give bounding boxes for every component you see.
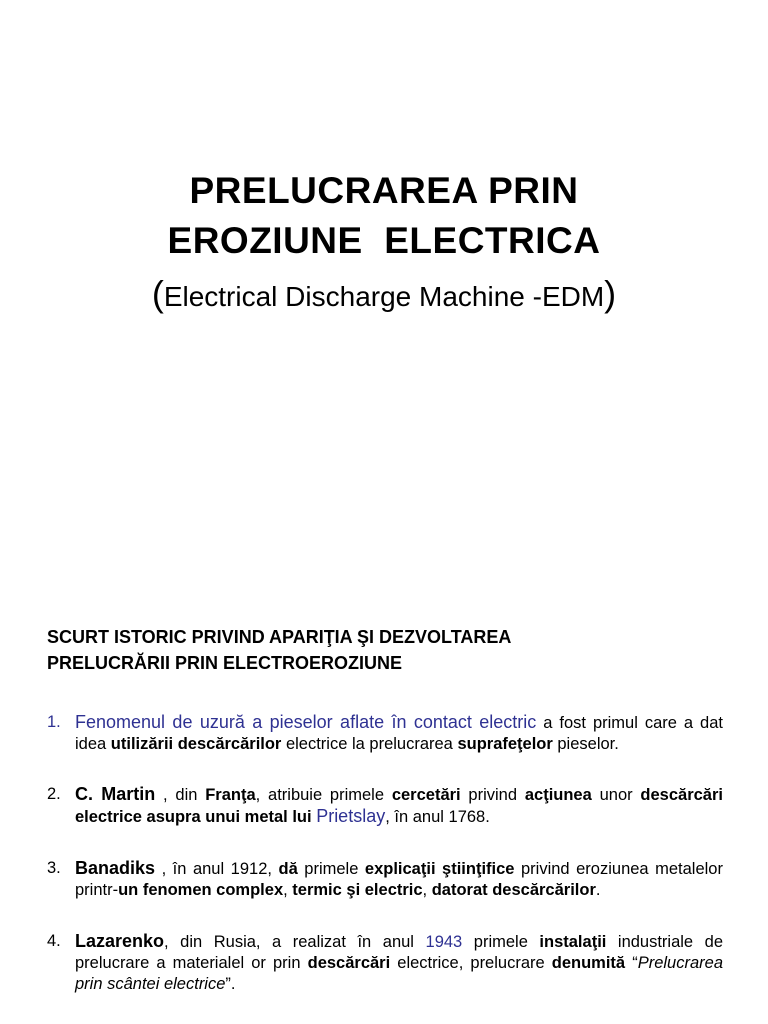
- item-text-fragment: unor: [591, 786, 641, 804]
- history-section: [47, 624, 727, 995]
- item-text: [75, 933, 723, 993]
- page-title-line-1: PRELUCRAREA PRIN: [189, 170, 579, 211]
- section-heading-line-1: SCURT ISTORIC PRIVIND APARIŢIA ŞI DEZVOLTAREA: [47, 627, 512, 647]
- item-text: [75, 786, 723, 826]
- item-text-fragment: dă: [278, 860, 298, 878]
- item-text-fragment: C. Martin: [75, 784, 156, 804]
- item-text-fragment: cercetări: [391, 786, 461, 804]
- item-text-fragment: , din Rusia, a realizat în anul: [164, 933, 426, 951]
- item-text: [75, 860, 723, 899]
- section-heading-line-2: PRELUCRĂRII PRIN ELECTROEROZIUNE: [47, 653, 403, 673]
- history-item-2: [47, 784, 723, 828]
- item-text-fragment: un fenomen complex: [118, 881, 284, 899]
- page-title-line-2: EROZIUNE ELECTRICA: [167, 220, 601, 261]
- item-text-fragment: suprafeţelor: [457, 735, 553, 753]
- item-text-fragment: primele: [297, 860, 365, 878]
- item-text-fragment: pieselor.: [552, 735, 619, 753]
- item-text: [75, 714, 723, 753]
- item-text-fragment: datorat descărcărilor: [431, 881, 596, 899]
- history-item-4: [47, 931, 723, 995]
- title-block: [0, 166, 768, 317]
- item-text-fragment: privind: [460, 786, 525, 804]
- item-text-fragment: ”.: [225, 975, 236, 993]
- item-text-fragment: Fenomenul de uzură a pieselor aflate în contact electric: [75, 712, 537, 732]
- item-text-fragment: ,: [422, 881, 432, 899]
- item-text-fragment: primele: [462, 933, 540, 951]
- item-text-fragment: , atribuie primele: [255, 786, 392, 804]
- item-text-fragment: descărcări: [307, 954, 391, 972]
- item-text-fragment: acţiunea: [524, 786, 592, 804]
- page-subtitle: [0, 274, 768, 317]
- item-text-fragment: privind eroziunea metalelor printr-: [75, 860, 723, 899]
- item-text-fragment: industriale de prelucrare a materialel or prin: [75, 933, 723, 972]
- subtitle-close-paren: ): [604, 273, 617, 314]
- item-text-fragment: , din: [155, 786, 206, 804]
- item-text-fragment: termic şi electric: [292, 881, 423, 899]
- item-number: 2.: [47, 785, 61, 803]
- item-text-fragment: Prelucrarea prin scântei electrice: [75, 954, 723, 993]
- item-text-fragment: utilizării descărcărilor: [110, 735, 282, 753]
- item-text-fragment: Franţa: [205, 786, 256, 804]
- item-number: 4.: [47, 932, 61, 950]
- item-text-fragment: .: [595, 881, 601, 899]
- item-text-fragment: 1943: [425, 933, 463, 951]
- history-item-3: [47, 858, 723, 901]
- item-text-fragment: descărcări electrice asupra unui metal lui: [75, 786, 723, 826]
- item-text-fragment: denumită: [551, 954, 626, 972]
- item-text-fragment: Prietslay: [316, 806, 386, 826]
- item-text-fragment: electrice, prelucrare: [390, 954, 552, 972]
- item-text-fragment: “: [625, 954, 638, 972]
- section-heading: [47, 624, 727, 676]
- item-text-fragment: ,: [283, 881, 293, 899]
- history-item-1: [47, 712, 723, 755]
- item-text-fragment: electrice la prelucrarea: [281, 735, 458, 753]
- item-text-fragment: Banadiks: [75, 858, 156, 878]
- item-number: 3.: [47, 859, 61, 877]
- item-text-fragment: a fost primul care a dat idea: [75, 714, 723, 753]
- item-text-fragment: Lazarenko: [75, 931, 165, 951]
- subtitle-text: Electrical Discharge Machine -EDM: [163, 281, 605, 312]
- item-text-fragment: , în anul 1912,: [155, 860, 279, 878]
- item-text-fragment: instalaţii: [539, 933, 607, 951]
- subtitle-open-paren: (: [151, 273, 164, 314]
- item-text-fragment: , în anul 1768.: [385, 808, 490, 826]
- item-number: 1.: [47, 713, 61, 731]
- item-text-fragment: explicaţii ştiinţifice: [364, 860, 515, 878]
